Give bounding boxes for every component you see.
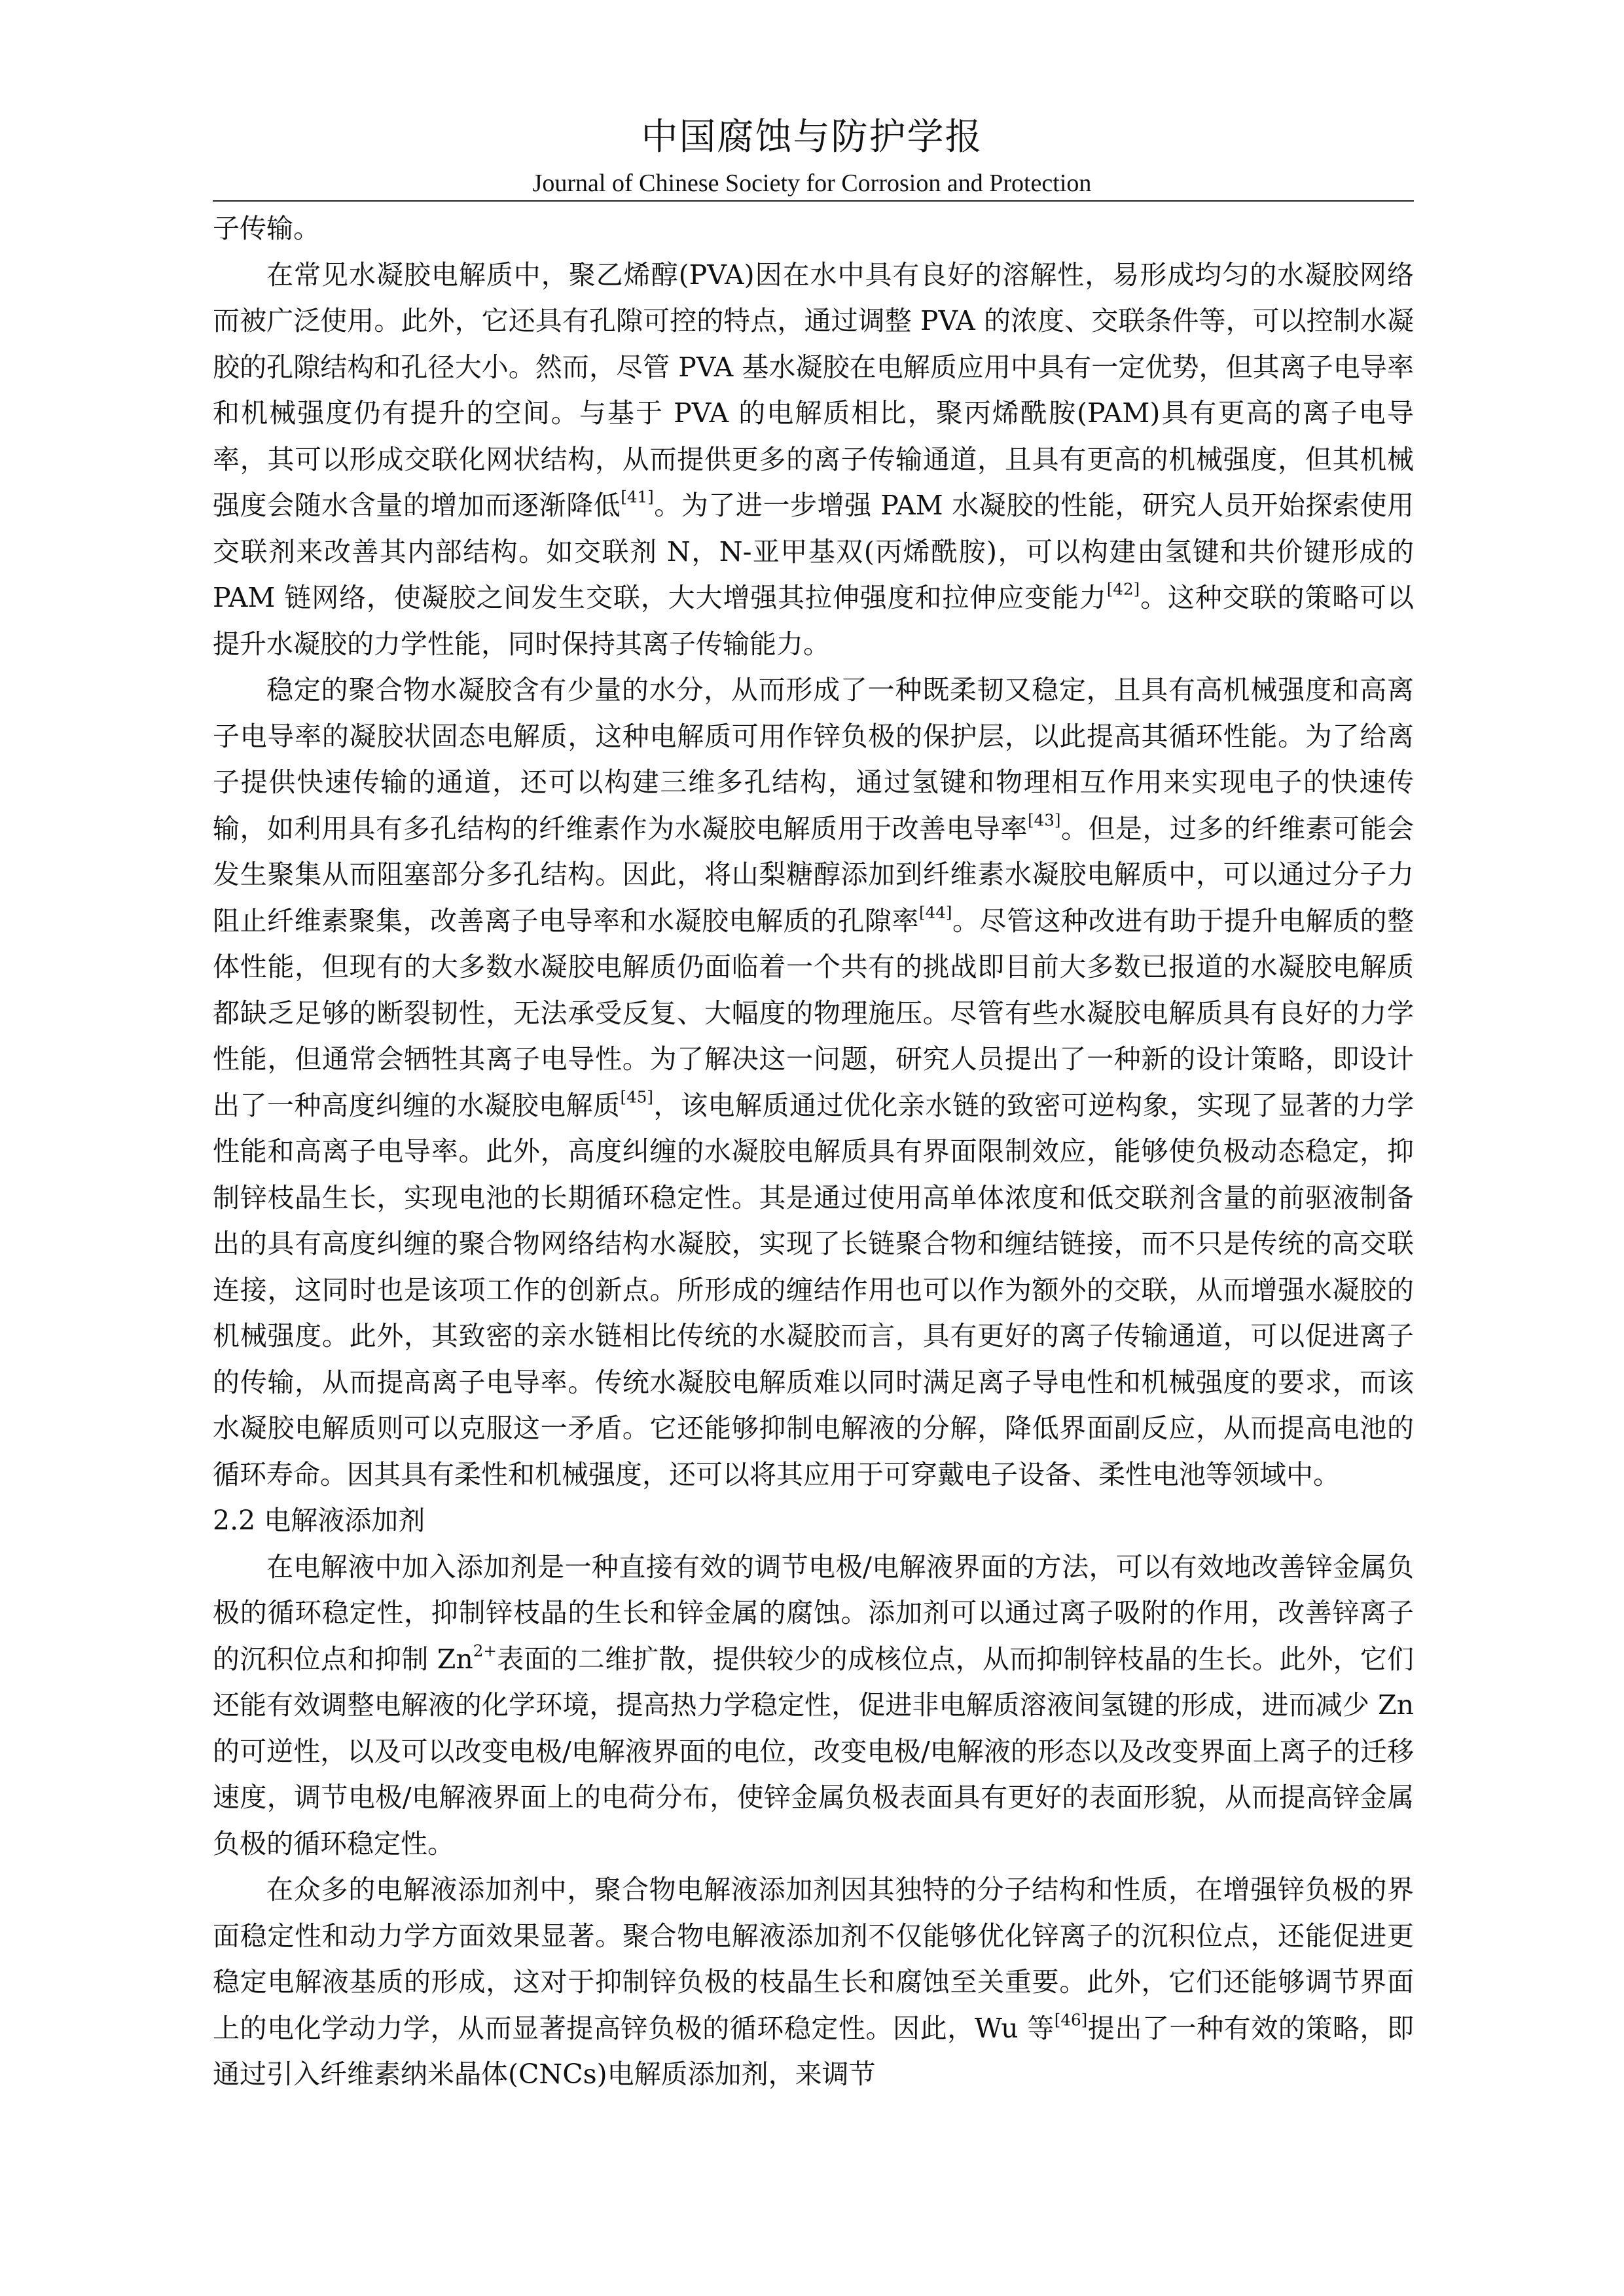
citation-41: [41]: [621, 487, 654, 507]
journal-title-cn: 中国腐蚀与防护学报: [641, 116, 983, 158]
paragraph-text: ，该电解质通过优化亲水链的致密可逆构象，实现了显著的力学性能和高离子电导率。此外，高度纠缠的水凝胶电解质具有界面限制效应，能够使负极动态稳定，抑制锌枝晶生长，实现电池的长期循环稳定性。其是通过使用高单体浓度和低交联剂含量的前驱液制备出的具有高度纠缠的聚合物网络结构水凝胶，实现了长链聚合物和缠结链接，而不只是传统的高交联连接，这同时也是该项工作的创新点。所形成的缠结作用也可以作为额外的交联，从而增强水凝胶的机械强度。此外，其致密的亲水链相比传统的水凝胶而言，具有更好的离子传输通道，可以促进离子的传输，从而提高离子电导率。传统水凝胶电解质难以同时满足离子导电性和机械强度的要求，而该水凝胶电解质则可以克服这一矛盾。它还能够抑制电解液的分解，降低界面副反应，从而提高电池的循环寿命。因其具有柔性和机械强度，还可以将其应用于可穿戴电子设备、柔性电池等领域中。: [213, 1089, 1414, 1490]
paragraph-additives: [213, 1544, 1414, 1867]
paragraph-text: 在电解液中加入添加剂是一种直接有效的调节电极/电解液界面的方法，可以有效地改善锌金属负极的循环稳定性，抑制锌枝晶的生长和锌金属的腐蚀。添加剂可以通过离子吸附的作用，改善锌离子的沉积位点和抑制 Zn: [213, 1551, 1414, 1675]
paragraph-text: 表面的二维扩散，提供较少的成核位点，从而抑制锌枝晶的生长。此外，它们还能有效调整电解液的化学环境，提高热力学稳定性，促进非电解质溶液间氢键的形成，进而减少 Zn 的可逆性，以及可以改变电极/电解液界面的电位，改变电极/电解液的形态以及改变界面上离子的迁移速度，调节电极/电解液界面上的电荷分布，使锌金属负极表面具有更好的表面形貌，从而提高锌金属负极的循环稳定性。: [213, 1643, 1414, 1859]
paragraph-text: 在众多的电解液添加剂中，聚合物电解液添加剂因其独特的分子结构和性质，在增强锌负极的界面稳定性和动力学方面效果显著。聚合物电解液添加剂不仅能够优化锌离子的沉积位点，还能促进更稳定电解液基质的形成，这对于抑制锌负极的枝晶生长和腐蚀至关重要。此外，它们还能够调节界面上的电化学动力学，从而显著提高锌负极的循环稳定性。因此，Wu 等: [213, 1874, 1414, 2044]
paragraph-text: 提出了一种有效的策略，即通过引入纤维素纳米晶体(CNCs)电解质添加剂，来调节: [213, 2012, 1415, 2090]
superscript-charge: 2+: [473, 1641, 497, 1660]
paragraph-text: 。这种交联的策略可以提升水凝胶的力学性能，同时保持其离子传输能力。: [213, 582, 1414, 660]
citation-42: [42]: [1106, 579, 1140, 599]
citation-43: [43]: [1028, 810, 1061, 830]
running-header: [0, 111, 1624, 200]
paragraph-hydrogel-electrolyte: [213, 667, 1414, 1498]
citation-45: [45]: [620, 1087, 653, 1107]
paragraph-continued: 子传输。: [213, 213, 320, 244]
section-heading-2-2: 2.2 电解液添加剂: [213, 1505, 425, 1536]
paragraph-pva-pam: [213, 252, 1414, 668]
citation-44: [44]: [919, 903, 952, 922]
header-rule: [213, 200, 1414, 202]
paragraph-text: 。但是，过多的纤维素可能会发生聚集从而阻塞部分多孔结构。因此，将山梨糖醇添加到纤维素水凝胶电解质中，可以通过分子力阻止纤维素聚集，改善离子电导率和水凝胶电解质的孔隙率: [213, 812, 1414, 937]
citation-46: [46]: [1054, 2010, 1088, 2030]
paragraph-text: 。为了进一步增强 PAM 水凝胶的性能，研究人员开始探索使用交联剂来改善其内部结构。如交联剂 N，N-亚甲基双(丙烯酰胺)，可以构建由氢键和共价键形成的 PAM 链网络，使凝胶之间发生交联，大大增强其拉伸强度和拉伸应变能力: [213, 490, 1414, 613]
paragraph-text: 稳定的聚合物水凝胶含有少量的水分，从而形成了一种既柔韧又稳定，且具有高机械强度和高离子电导率的凝胶状固态电解质，这种电解质可用作锌负极的保护层，以此提高其循环性能。为了给离子提供快速传输的通道，还可以构建三维多孔结构，通过氢键和物理相互作用来实现电子的快速传输，如利用具有多孔结构的纤维素作为水凝胶电解质用于改善电导率: [213, 674, 1414, 844]
paragraph-polymer-additives: [213, 1867, 1414, 2098]
body-text: [213, 206, 1414, 2098]
paragraph-text: 。尽管这种改进有助于提升电解质的整体性能，但现有的大多数水凝胶电解质仍面临着一个共有的挑战即目前大多数已报道的水凝胶电解质都缺乏足够的断裂韧性，无法承受反复、大幅度的物理施压。尽管有些水凝胶电解质具有良好的力学性能，但通常会牺牲其离子电导性。为了解决这一问题，研究人员提出了一种新的设计策略，即设计出了一种高度纠缠的水凝胶电解质: [213, 905, 1414, 1121]
paragraph-text: 在常见水凝胶电解质中，聚乙烯醇(PVA)因在水中具有良好的溶解性，易形成均匀的水凝胶网络而被广泛使用。此外，它还具有孔隙可控的特点，通过调整 PVA 的浓度、交联条件等，可以控制水凝胶的孔隙结构和孔径大小。然而，尽管 PVA 基水凝胶在电解质应用中具有一定优势，但其离子电导率和机械强度仍有提升的空间。与基于 PVA 的电解质相比，聚丙烯酰胺(PAM)具有更高的离子电导率，其可以形成交联化网状结构，从而提供更多的离子传输通道，且具有更高的机械强度，但其机械强度会随水含量的增加而逐渐降低: [213, 259, 1414, 521]
journal-title-en: Journal of Chinese Society for Corrosion and Protection: [532, 170, 1092, 197]
